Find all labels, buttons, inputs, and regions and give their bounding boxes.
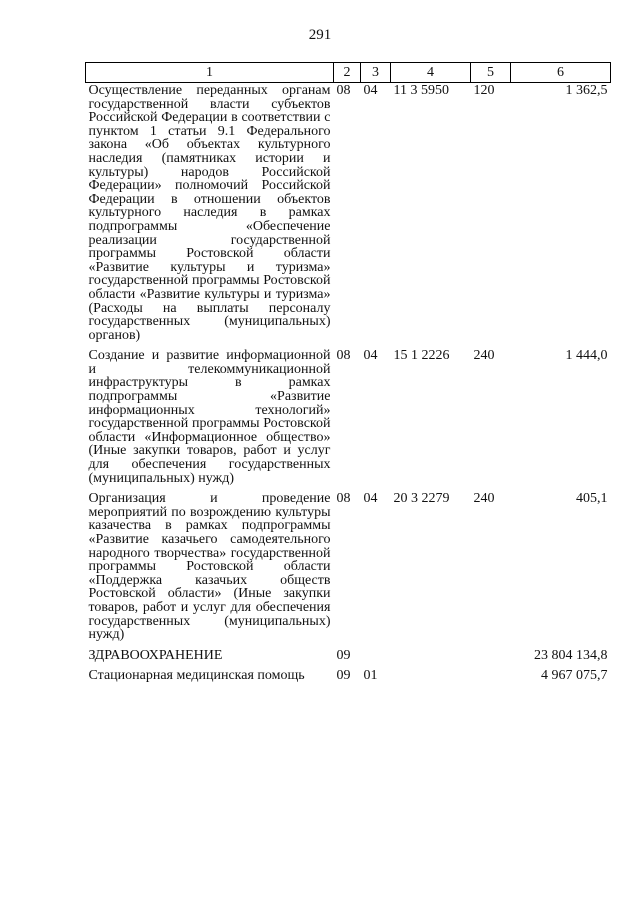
row-description: Стационарная медицинская помощь xyxy=(88,668,305,684)
column-header: 5 xyxy=(471,63,511,83)
column-header: 3 xyxy=(361,63,391,83)
table-row xyxy=(86,648,611,669)
subsection-code: 04 xyxy=(363,491,378,507)
subsection-code: 04 xyxy=(363,348,378,364)
row-description: Осуществление переданных органам государственной власти субъектов Российской Федерации в соответствии с пунктом 1 статьи 9.1 Федерального закона «Об объектах культурного наследия (памятниках истории и культуры) народов Российской Федерации» полномочий Российской Федерации в отношении объектов культурного наследия в рамках подпрограммы «Обеспечение реализации государственной программы Ростовской области «Развитие культуры и туризма» государственной программы Ростовской области «Развитие культуры и туризма» (Расходы на выплаты персоналу государственных (муниципальных) органов) xyxy=(88,83,331,343)
column-header: 2 xyxy=(334,63,361,83)
section-code: 09 xyxy=(336,668,351,684)
table-row xyxy=(86,348,611,491)
expense-type-code: 120 xyxy=(473,83,495,98)
row-description: ЗДРАВООХРАНЕНИЕ xyxy=(88,647,223,663)
subsection-code xyxy=(361,648,391,669)
target-article-code xyxy=(391,668,471,689)
amount: 1 362,5 xyxy=(565,83,608,98)
column-header: 6 xyxy=(511,63,611,83)
expense-type-code: 240 xyxy=(473,348,495,364)
amount: 1 444,0 xyxy=(565,348,608,364)
section-code: 08 xyxy=(336,491,351,507)
page-number: 291 xyxy=(308,27,332,43)
table-row xyxy=(86,491,611,648)
row-description: Создание и развитие информационной и телекоммуникационной инфраструктуры в рамках подпрограммы «Развитие информационных технологий» государственной программы Ростовской области «Информационное общество» (Иные закупки товаров, работ и услуг для обеспечения государственных (муниципальных) нужд) xyxy=(88,348,331,486)
subsection-code: 01 xyxy=(363,668,378,684)
row-description: Организация и проведение мероприятий по возрождению культуры казачества в рамках подпрограммы «Развитие казачьего самодеятельного народного творчества» государственной программы Ростовской области «Поддержка казачьих обществ Ростовской области» (Иные закупки товаров, работ и услуг для обеспечения государственных (муниципальных) нужд) xyxy=(88,491,331,643)
amount: 4 967 075,7 xyxy=(541,668,608,684)
target-article-code: 11 3 5950 xyxy=(393,83,449,98)
amount: 23 804 134,8 xyxy=(534,647,608,663)
target-article-code: 20 3 2279 xyxy=(393,491,450,507)
amount: 405,1 xyxy=(576,491,608,507)
column-header: 4 xyxy=(391,63,471,83)
expense-type-code xyxy=(471,648,511,669)
subsection-code: 04 xyxy=(363,83,378,98)
budget-table xyxy=(85,62,611,689)
expense-type-code xyxy=(471,668,511,689)
table-row xyxy=(86,83,611,349)
expense-type-code: 240 xyxy=(473,491,495,507)
table-header-row xyxy=(86,63,611,83)
target-article-code: 15 1 2226 xyxy=(393,348,450,364)
column-header: 1 xyxy=(86,63,334,83)
section-code: 08 xyxy=(336,348,351,364)
section-code: 09 xyxy=(336,647,351,663)
section-code: 08 xyxy=(336,83,351,98)
table-row xyxy=(86,668,611,689)
target-article-code xyxy=(391,648,471,669)
